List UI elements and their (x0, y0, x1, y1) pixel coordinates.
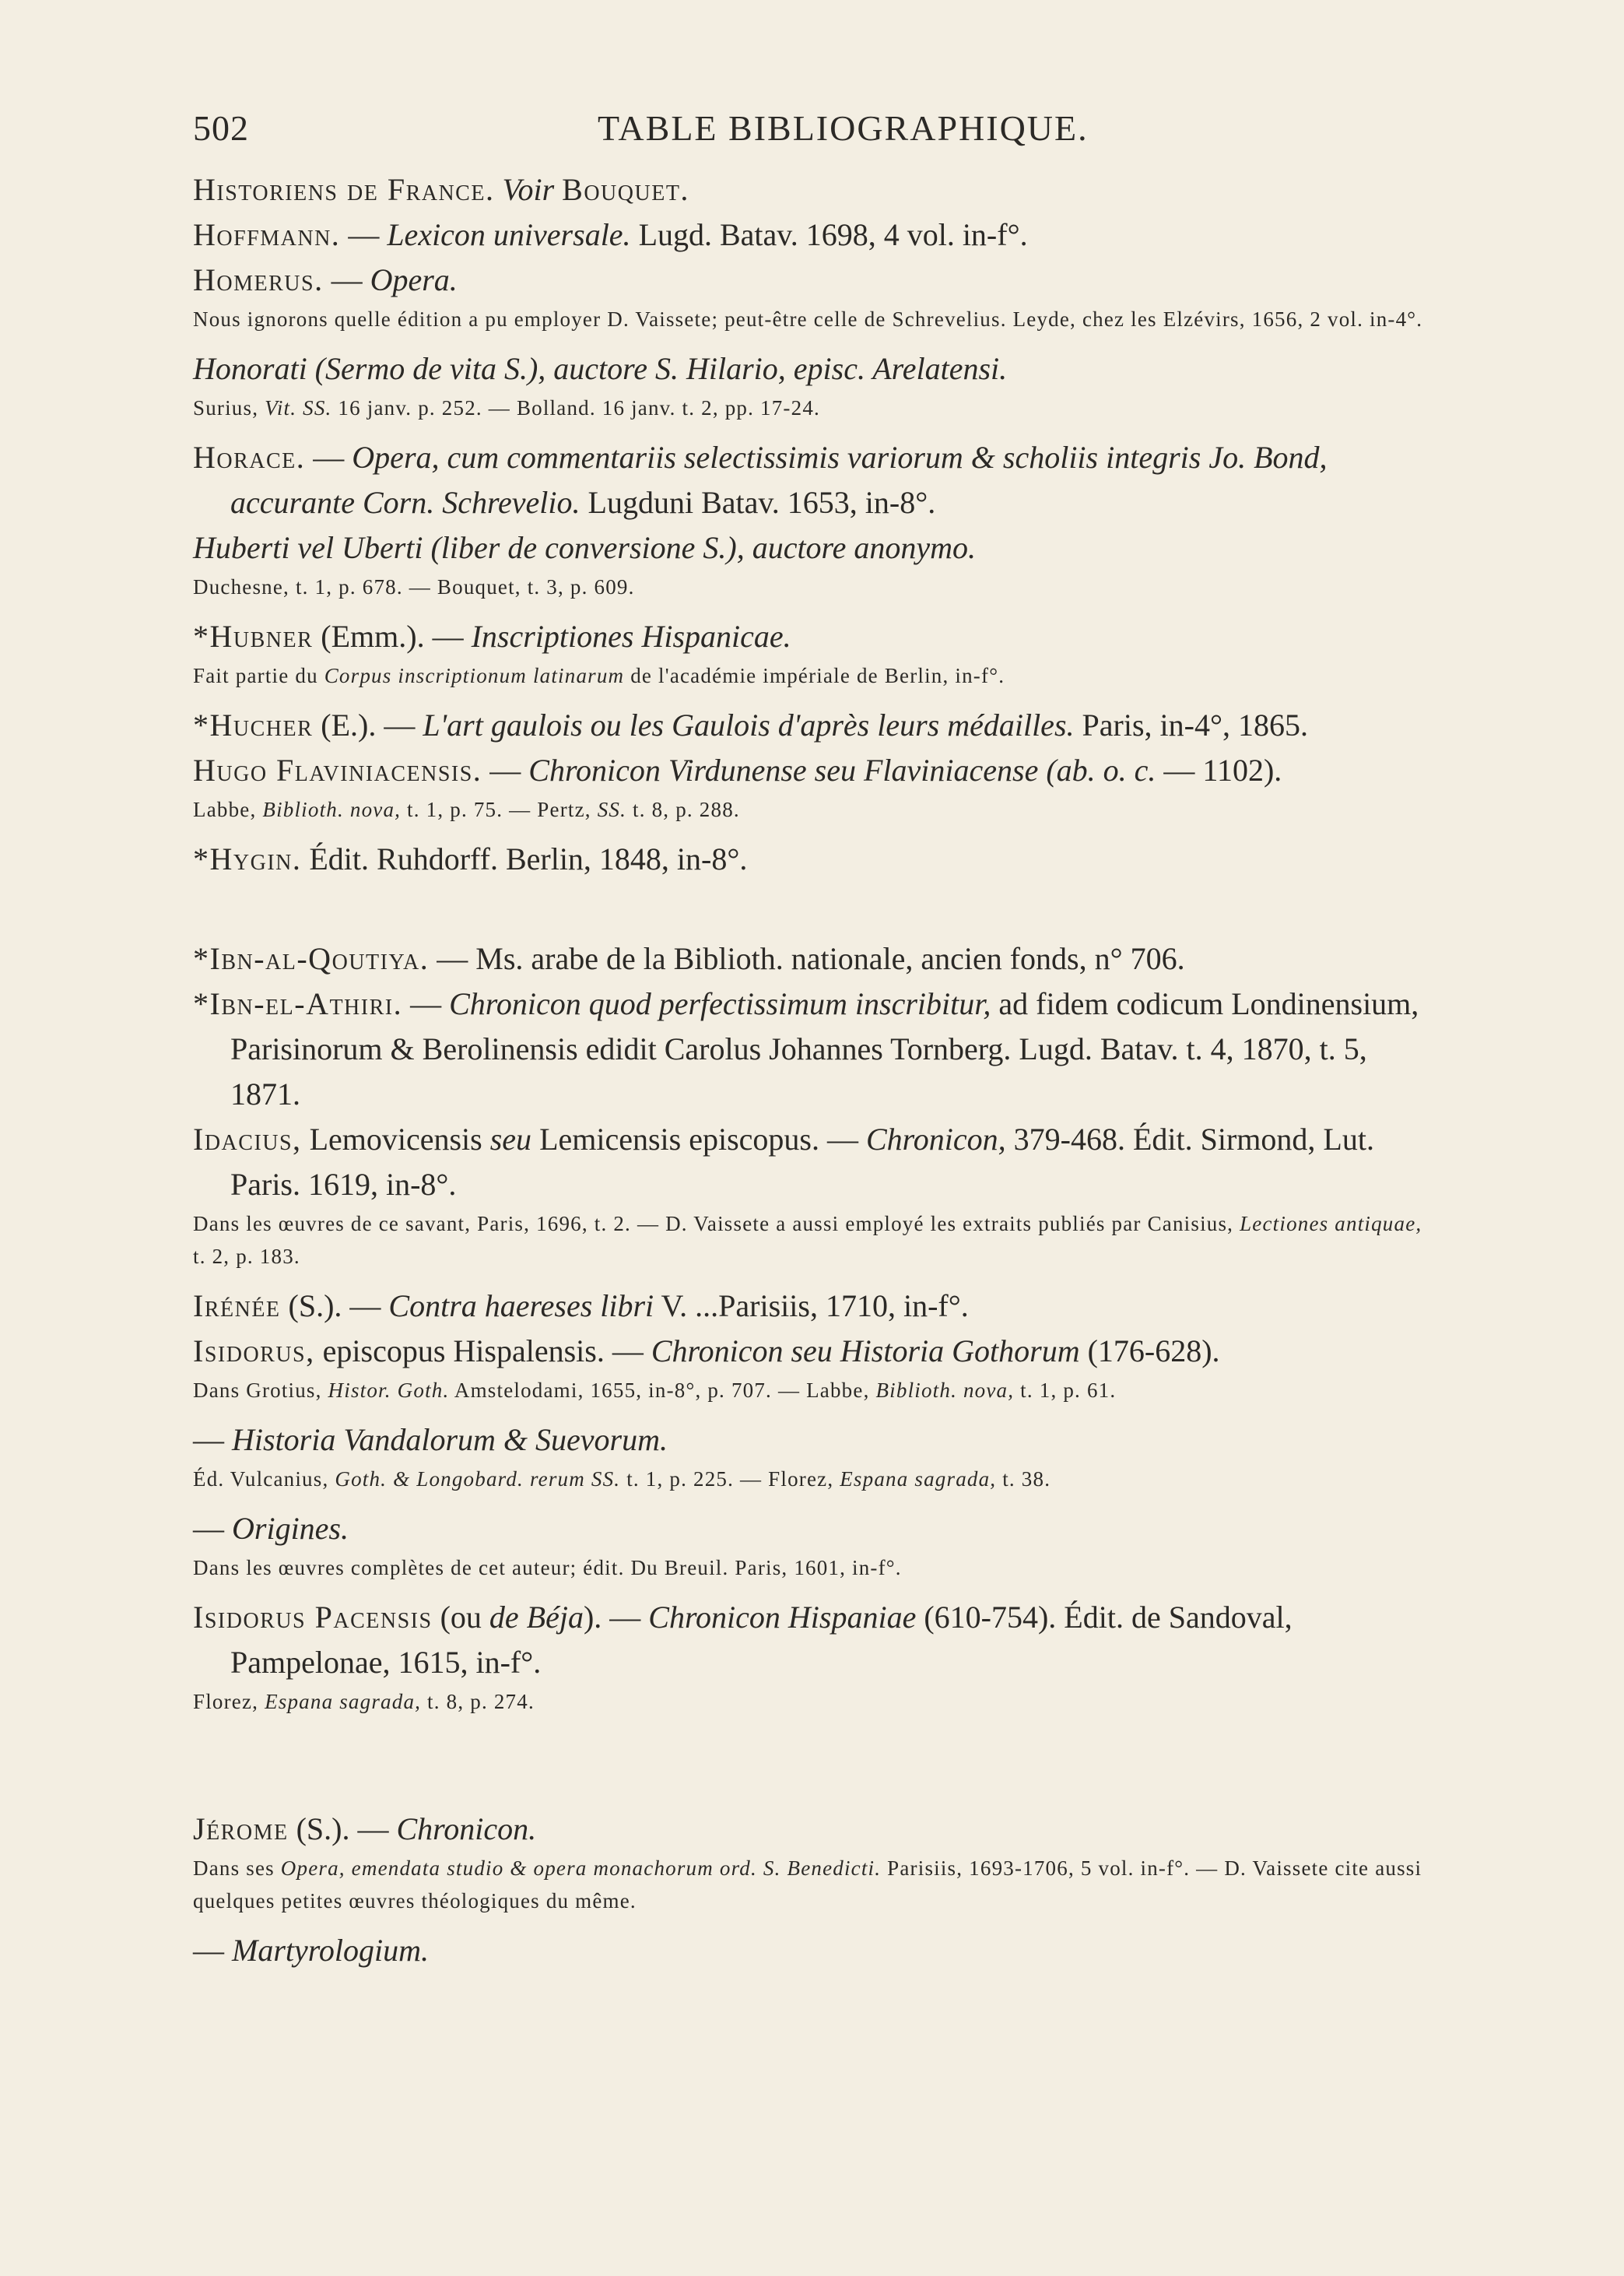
entry-historia-vandalorum: — Historia Vandalorum & Suevorum. (193, 1422, 668, 1457)
note-hugo: Labbe, Biblioth. nova, t. 1, p. 75. — Pertz, SS. t. 8, p. 288. (193, 798, 740, 821)
page-number: 502 (193, 108, 249, 148)
bibliography-list (193, 167, 1438, 1973)
note-jerome: Dans ses Opera, emendata studio & opera monachorum ord. S. Benedicti. Parisiis, 1693-1706, 5 vol. in-f°. — D. Vaissete cite aussi quelques petites œuvres théologiques du même. (193, 1856, 1422, 1912)
entry-hoffmann: Hoffmann. — Lexicon universale. Lugd. Batav. 1698, 4 vol. in-f°. (193, 217, 1028, 252)
entry-horace: Horace. — Opera, cum commentariis selectissimis variorum & scholiis integris Jo. Bond, accurante Corn. Schrevelio. Lugduni Batav. 1653, in-8°. (193, 440, 1328, 520)
entry-irenee: Irénée (S.). — Contra haereses libri V. ...Parisiis, 1710, in-f°. (193, 1288, 969, 1323)
entry-ibn-athiri: *Ibn-el-Athiri. — Chronicon quod perfectissimum inscribitur, ad fidem codicum Londinensium, Parisinorum & Berolinensis edidit Carolus Johannes Tornberg. Lugd. Batav. t. 4, 1870, t. 5, 1871. (193, 986, 1419, 1112)
note-origines: Dans les œuvres complètes de cet auteur; édit. Du Breuil. Paris, 1601, in-f°. (193, 1556, 902, 1579)
entry-historiens: Historiens de France. Voir Bouquet. (193, 172, 689, 207)
note-hubner: Fait partie du Corpus inscriptionum latinarum de l'académie impériale de Berlin, in-f°. (193, 664, 1005, 687)
note-isidorus-pacensis: Florez, Espana sagrada, t. 8, p. 274. (193, 1690, 535, 1713)
entry-isidorus-pacensis: Isidorus Pacensis (ou de Béja). — Chronicon Hispaniae (610-754). Édit. de Sandoval, Pampelonae, 1615, in-f°. (193, 1600, 1293, 1680)
entry-hubner: *Hubner (Emm.). — Inscriptiones Hispanicae. (193, 619, 791, 654)
entry-homerus: Homerus. — Opera. (193, 262, 458, 297)
note-historia-vandalorum: Éd. Vulcanius, Goth. & Longobard. rerum SS. t. 1, p. 225. — Florez, Espana sagrada, t. 38. (193, 1467, 1051, 1491)
entry-hugo: Hugo Flaviniacensis. — Chronicon Virdunense seu Flaviniacense (ab. o. c. — 1102). (193, 753, 1282, 788)
note-honorati: Surius, Vit. SS. 16 janv. p. 252. — Bolland. 16 janv. t. 2, pp. 17-24. (193, 396, 820, 420)
entry-huberti: Huberti vel Uberti (liber de conversione S.), auctore anonymo. (193, 530, 977, 565)
entry-origines: — Origines. (193, 1511, 349, 1546)
entry-hygin: *Hygin. Édit. Ruhdorff. Berlin, 1848, in-8°. (193, 841, 748, 876)
entry-ibn-qoutiya: *Ibn-al-Qoutiya. — Ms. arabe de la Biblioth. nationale, ancien fonds, n° 706. (193, 941, 1185, 976)
note-isidorus: Dans Grotius, Histor. Goth. Amstelodami, 1655, in-8°, p. 707. — Labbe, Biblioth. nova, t. 1, p. 61. (193, 1379, 1117, 1402)
section-break (193, 1729, 1438, 1807)
entry-isidorus: Isidorus, episcopus Hispalensis. — Chronicon seu Historia Gothorum (176-628). (193, 1333, 1220, 1368)
entry-hucher: *Hucher (E.). — L'art gaulois ou les Gaulois d'après leurs médailles. Paris, in-4°, 1865. (193, 708, 1308, 743)
section-break (193, 882, 1438, 936)
note-homerus: Nous ignorons quelle édition a pu employer D. Vaissete; peut-être celle de Schrevelius. Leyde, chez les Elzévirs, 1656, 2 vol. in-4°. (193, 307, 1423, 331)
note-idacius: Dans les œuvres de ce savant, Paris, 1696, t. 2. — D. Vaissete a aussi employé les extraits publiés par Canisius, Lectiones antiquae, t. 2, p. 183. (193, 1212, 1422, 1268)
entry-idacius: Idacius, Lemovicensis seu Lemicensis episcopus. — Chronicon, 379-468. Édit. Sirmond, Lut. Paris. 1619, in-8°. (193, 1122, 1374, 1202)
entry-martyrologium: — Martyrologium. (193, 1933, 429, 1968)
page-header (193, 107, 1454, 154)
running-title: TABLE BIBLIOGRAPHIQUE. (598, 108, 1089, 148)
entry-honorati: Honorati (Sermo de vita S.), auctore S. Hilario, episc. Arelatensi. (193, 351, 1008, 386)
note-huberti: Duchesne, t. 1, p. 678. — Bouquet, t. 3, p. 609. (193, 575, 635, 599)
entry-jerome: Jérome (S.). — Chronicon. (193, 1811, 537, 1846)
